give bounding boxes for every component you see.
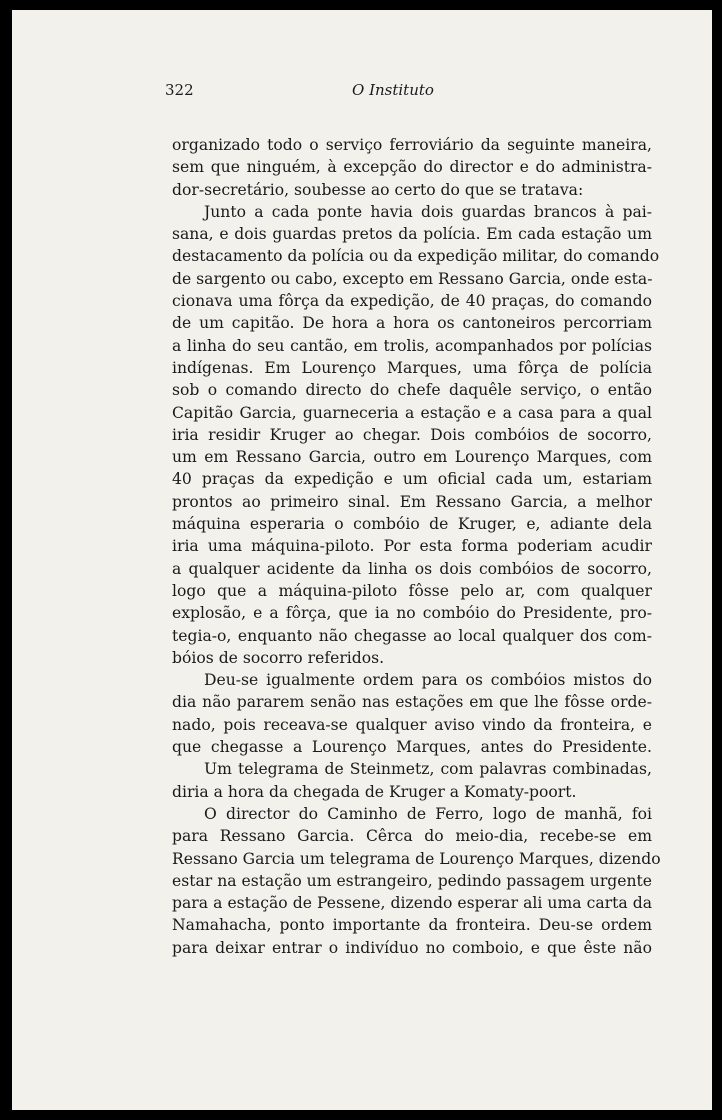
text-line: sob o comando directo do chefe daquêle serviço, o então <box>172 381 652 400</box>
text-line: estar na estação um estrangeiro, pedindo passagem urgente <box>172 871 653 890</box>
text-line: 40 praças da expedição e um oficial cada um, estariam <box>172 470 652 489</box>
text-line: Deu-se igualmente ordem para os combóios mistos do <box>204 671 652 690</box>
text-line: explosão, e a fôrça, que ia no combóio do Presidente, pro- <box>172 604 652 623</box>
text-line: Junto a cada ponte havia dois guardas brancos à pai- <box>204 202 652 221</box>
text-line: cionava uma fôrça da expedição, de 40 praças, do comando <box>172 292 652 311</box>
text-line: prontos ao primeiro sinal. Em Ressano Garcia, a melhor <box>172 492 652 511</box>
text-line: dia não pararem senão nas estações em que lhe fôsse orde- <box>172 693 652 712</box>
text-line: tegia-o, enquanto não chegasse ao local qualquer dos com- <box>172 626 652 645</box>
text-line: para deixar entrar o indivíduo no comboio, e que êste não <box>172 938 652 957</box>
text-line: destacamento da polícia ou da expedição militar, do comando <box>172 247 660 266</box>
running-title: O Instituto <box>352 81 434 99</box>
text-line: Namahacha, ponto importante da fronteira. Deu-se ordem <box>172 916 652 935</box>
text-line: de sargento ou cabo, excepto em Ressano Garcia, onde esta- <box>172 269 653 288</box>
text-line: Ressano Garcia um telegrama de Lourenço Marques, dizendo <box>172 849 661 868</box>
text-line: para Ressano Garcia. Cêrca do meio-dia, recebe-se em <box>172 827 652 846</box>
text-line: de um capitão. De hora a hora os cantoneiros percorriam <box>172 314 652 333</box>
text-line: iria uma máquina-piloto. Por esta forma poderiam acudir <box>172 537 652 556</box>
page-number: 322 <box>165 81 194 99</box>
text-line: que chegasse a Lourenço Marques, antes do Presidente. <box>172 738 652 757</box>
text-line: iria residir Kruger ao chegar. Dois combóios de socorro, <box>172 425 652 444</box>
text-line: nado, pois receava-se qualquer aviso vindo da fronteira, e <box>172 715 652 734</box>
text-line: diria a hora da chegada de Kruger a Komaty-poort. <box>172 782 577 801</box>
text-line: dor-secretário, soubesse ao certo do que se tratava: <box>172 180 584 199</box>
text-line: um em Ressano Garcia, outro em Lourenço Marques, com <box>172 448 652 467</box>
text-line: sana, e dois guardas pretos da polícia. Em cada estação um <box>172 225 652 244</box>
text-line: Capitão Garcia, guarneceria a estação e a casa para a qual <box>172 403 652 422</box>
text-line: máquina esperaria o combóio de Kruger, e, adiante dela <box>172 515 652 534</box>
text-line: sem que ninguém, à excepção do director e do administra- <box>172 158 652 177</box>
text-line: bóios de socorro referidos. <box>172 648 385 667</box>
body-text <box>172 134 661 959</box>
text-line: Um telegrama de Steinmetz, com palavras combinadas, <box>204 760 652 779</box>
text-line: a linha do seu cantão, em trolis, acompanhados por polícias <box>172 336 652 355</box>
text-line: indígenas. Em Lourenço Marques, uma fôrça de polícia <box>172 358 652 377</box>
text-line: a qualquer acidente da linha os dois combóios de socorro, <box>172 559 652 578</box>
text-line: para a estação de Pessene, dizendo esperar ali uma carta da <box>172 894 652 913</box>
text-line: O director do Caminho de Ferro, logo de manhã, foi <box>204 804 652 823</box>
page-header <box>12 81 712 105</box>
text-line: logo que a máquina-piloto fôsse pelo ar, com qualquer <box>172 581 652 600</box>
book-page <box>12 10 712 1110</box>
text-line: organizado todo o serviço ferroviário da seguinte maneira, <box>172 136 652 154</box>
